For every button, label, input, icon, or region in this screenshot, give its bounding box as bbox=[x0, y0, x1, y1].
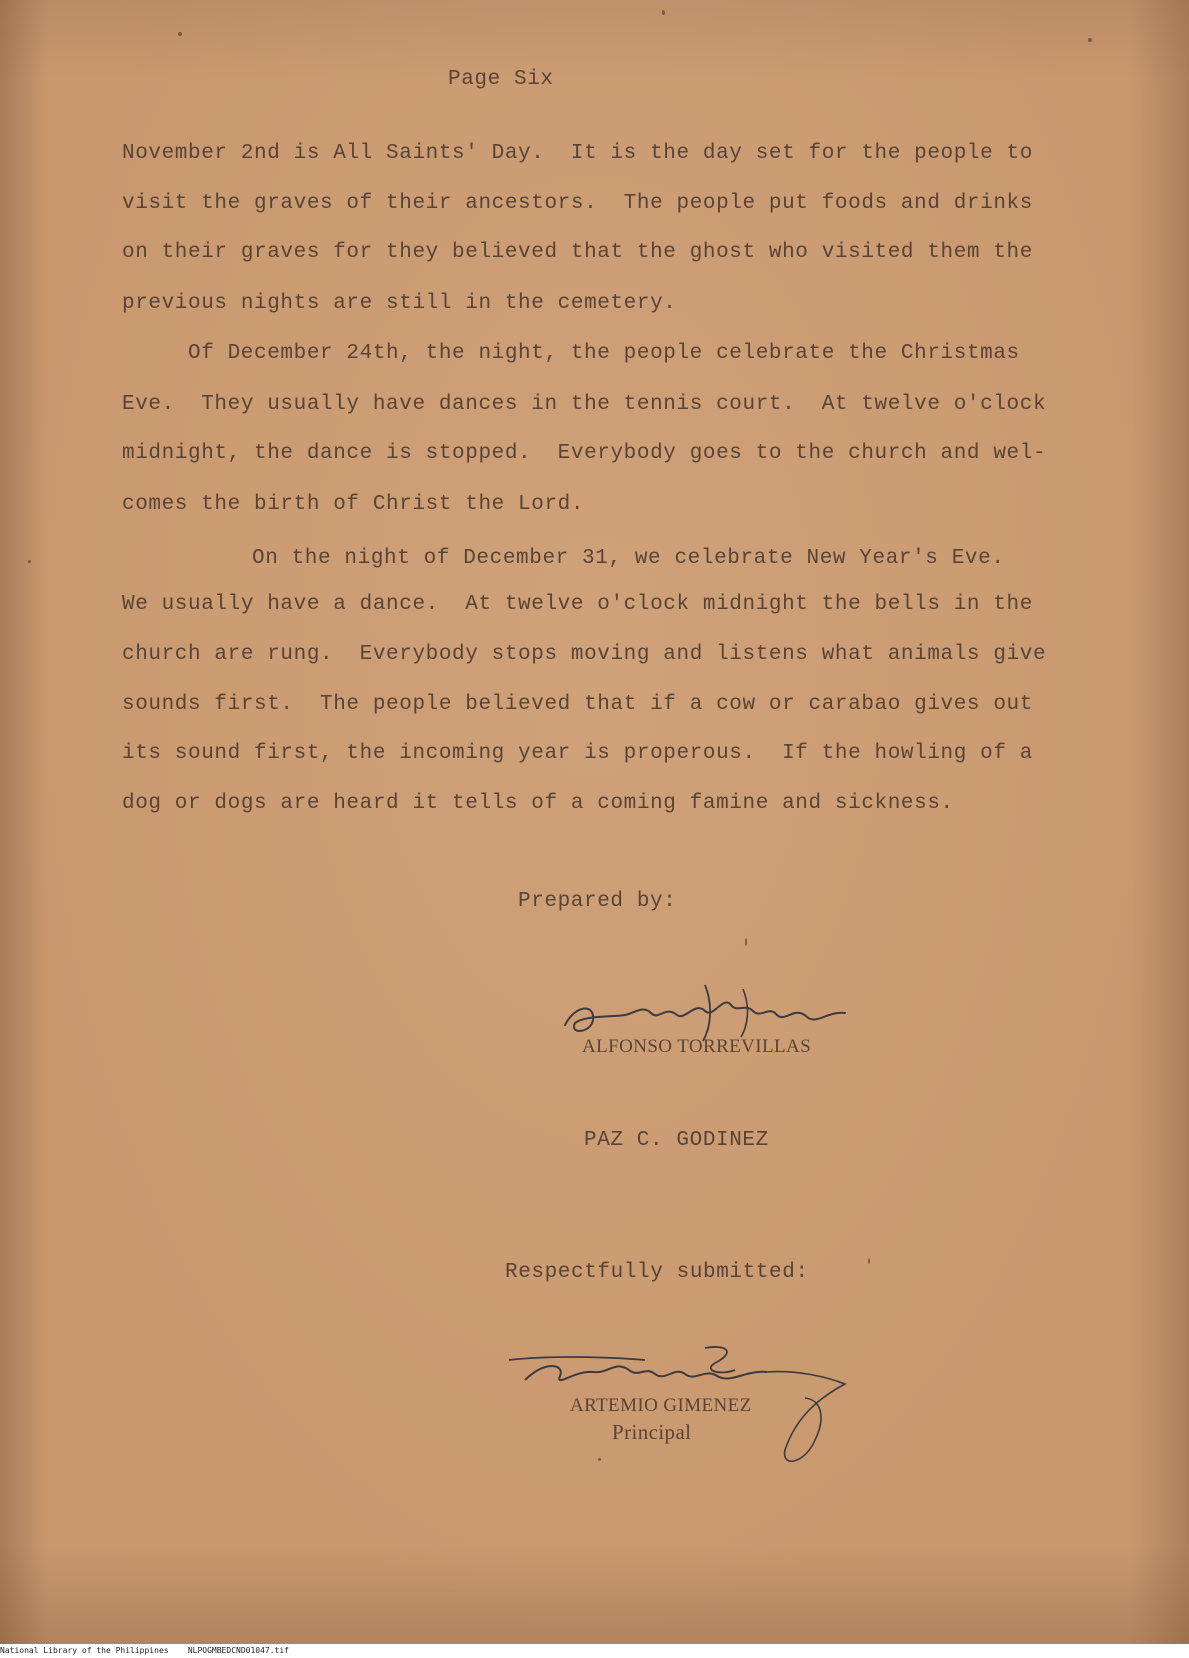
paragraph-3-line-2: We usually have a dance. At twelve o'clock midnight the bells in the bbox=[122, 593, 1033, 616]
paper-speck bbox=[1088, 38, 1092, 42]
paper-speck bbox=[662, 10, 665, 15]
paper-speck bbox=[868, 1258, 870, 1264]
preparer-2-name: PAZ C. GODINEZ bbox=[584, 1129, 769, 1152]
paragraph-3-line-1: On the night of December 31, we celebrate New Year's Eve. bbox=[252, 547, 1005, 570]
paragraph-2-line-1: Of December 24th, the night, the people celebrate the Christmas bbox=[188, 342, 1020, 365]
paragraph-2-line-3: midnight, the dance is stopped. Everybody goes to the church and wel- bbox=[122, 442, 1047, 465]
prepared-by-label: Prepared by: bbox=[518, 890, 677, 913]
paper-speck bbox=[745, 938, 747, 946]
footer-filename: NLPOGMBEDCND01047.tif bbox=[187, 1646, 289, 1655]
paper-speck bbox=[28, 560, 31, 563]
paragraph-3-line-3: church are rung. Everybody stops moving and listens what animals give bbox=[122, 643, 1047, 666]
paper-speck bbox=[598, 1458, 601, 1461]
paragraph-2-line-2: Eve. They usually have dances in the tennis court. At twelve o'clock bbox=[122, 393, 1047, 416]
respectfully-submitted-label: Respectfully submitted: bbox=[505, 1261, 809, 1284]
page-header: Page Six bbox=[448, 68, 554, 91]
scan-footer bbox=[0, 1644, 1189, 1658]
footer-source: National Library of the Philippines bbox=[0, 1646, 169, 1655]
preparer-1-name: ALFONSO TORREVILLAS bbox=[582, 1036, 812, 1057]
paragraph-3-line-6: dog or dogs are heard it tells of a coming famine and sickness. bbox=[122, 792, 954, 815]
paragraph-1-line-4: previous nights are still in the cemetery. bbox=[122, 292, 677, 315]
submitter-title: Principal bbox=[612, 1420, 692, 1444]
paragraph-1-line-2: visit the graves of their ancestors. The people put foods and drinks bbox=[122, 192, 1033, 215]
paragraph-1-line-3: on their graves for they believed that the ghost who visited them the bbox=[122, 241, 1033, 264]
submitter-name: ARTEMIO GIMENEZ bbox=[570, 1395, 752, 1416]
paragraph-3-line-5: its sound first, the incoming year is properous. If the howling of a bbox=[122, 742, 1033, 765]
paragraph-3-line-4: sounds first. The people believed that if a cow or carabao gives out bbox=[122, 693, 1033, 716]
paper-speck bbox=[178, 32, 182, 36]
paragraph-1-line-1: November 2nd is All Saints' Day. It is the day set for the people to bbox=[122, 142, 1033, 165]
paragraph-2-line-4: comes the birth of Christ the Lord. bbox=[122, 493, 585, 516]
